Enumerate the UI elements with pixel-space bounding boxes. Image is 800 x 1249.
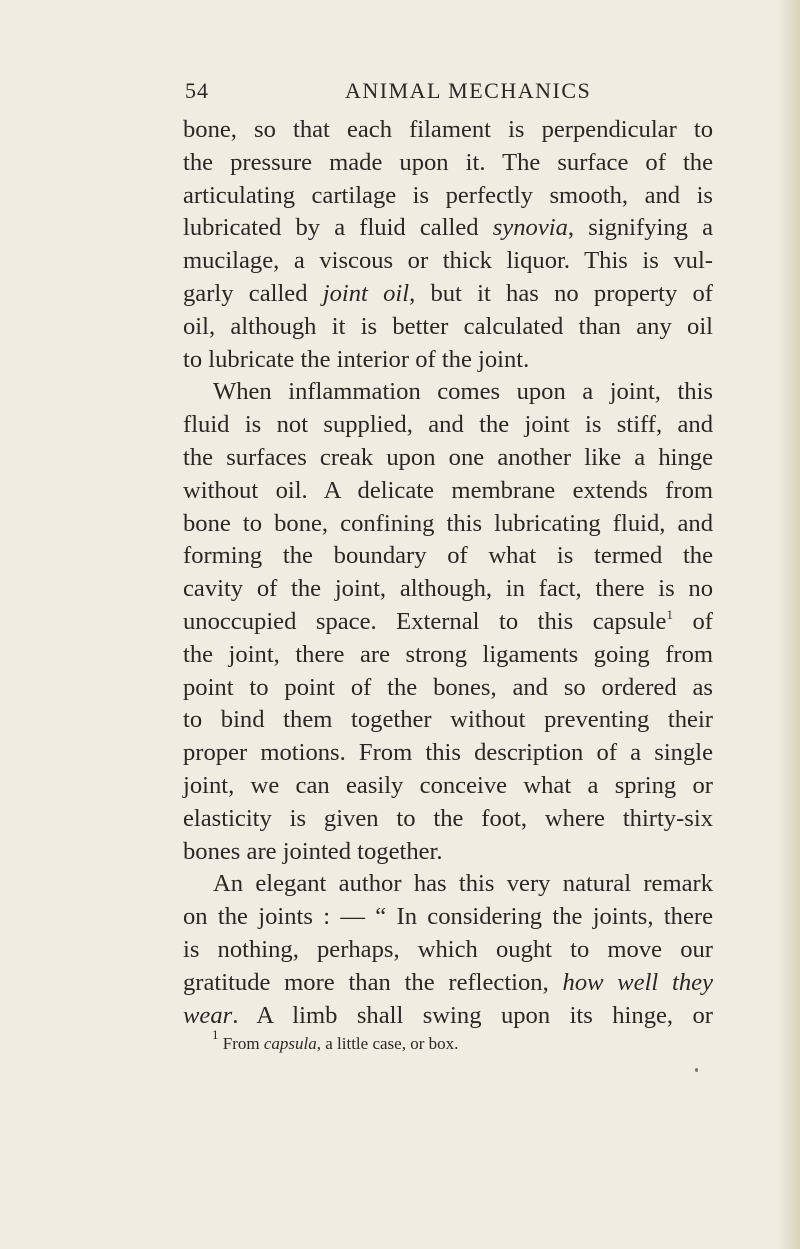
ink-speck: [695, 1068, 698, 1072]
text-fragment: gratitude more than the reflection,: [183, 968, 563, 996]
text-fragment: , but it has no property of: [409, 279, 713, 307]
footnote-rest: , a little case, or box.: [316, 1034, 459, 1053]
text-fragment: . A limb shall swing upon its hinge, or: [232, 1001, 713, 1029]
text-line: bone to bone, confining this lubricating fluid, and: [183, 509, 713, 537]
emphasis-wear: wear: [183, 1001, 233, 1029]
page-number: 54: [185, 78, 209, 103]
text-line: mucilage, a viscous or thick liquor. This is vul-: [183, 247, 713, 275]
text-line: bones are jointed together.: [183, 837, 443, 865]
text-line: joint, we can easily conceive what a spring or: [183, 771, 713, 799]
text-line: elasticity is given to the foot, where thirty-six: [183, 804, 713, 832]
footnote-prefix: From: [222, 1034, 260, 1053]
text-line: cavity of the joint, although, in fact, there is no: [183, 575, 713, 603]
text-line: the surfaces creak upon one another like a hinge: [183, 443, 713, 471]
footnote-marker: 1: [666, 606, 673, 622]
text-fragment: garly called: [183, 279, 323, 307]
text-fragment: unoccupied space. External to this capsule: [183, 607, 667, 635]
text-fragment: of: [672, 607, 713, 635]
text-line: oil, although it is better calculated than any oil: [183, 312, 713, 340]
footnote-number: 1: [212, 1027, 219, 1042]
term-joint-oil: joint oil: [322, 279, 410, 307]
text-line: point to point of the bones, and so ordered as: [183, 673, 713, 701]
footnote: [212, 1027, 712, 1054]
text-line: articulating cartilage is perfectly smooth, and is: [183, 181, 713, 209]
footnote-term: capsula: [263, 1034, 317, 1053]
text-line: without oil. A delicate membrane extends from: [183, 476, 713, 504]
text-line: [183, 606, 713, 639]
text-line: to bind them together without preventing their: [183, 706, 713, 734]
text-line: An elegant author has this very natural remark: [213, 870, 713, 898]
running-title: ANIMAL MECHANICS: [345, 78, 592, 103]
text-line: on the joints : — “ In considering the joints, there: [183, 903, 713, 931]
text-line: [183, 1000, 713, 1033]
term-synovia: synovia: [492, 214, 568, 242]
text-line: forming the boundary of what is termed the: [183, 542, 713, 570]
text-line: [183, 278, 713, 311]
text-line: the joint, there are strong ligaments going from: [183, 640, 713, 668]
text-line: the pressure made upon it. The surface of the: [183, 148, 713, 176]
text-line: proper motions. From this description of a single: [183, 739, 713, 767]
page-edge: [778, 0, 800, 1249]
emphasis-how-well-they: how well they: [562, 968, 713, 996]
text-line: fluid is not supplied, and the joint is stiff, and: [183, 411, 713, 439]
text-fragment: , signifying a: [567, 214, 713, 242]
text-line: bone, so that each filament is perpendicular to: [183, 116, 713, 143]
body-text: [183, 114, 713, 1032]
text-line: When inflammation comes upon a joint, this: [213, 378, 713, 406]
text-fragment: lubricated by a fluid called: [183, 214, 493, 242]
text-line: to lubricate the interior of the joint.: [183, 345, 530, 373]
text-line: [183, 212, 713, 245]
text-line: is nothing, perhaps, which ought to move our: [183, 935, 713, 963]
text-line: [183, 967, 713, 1000]
